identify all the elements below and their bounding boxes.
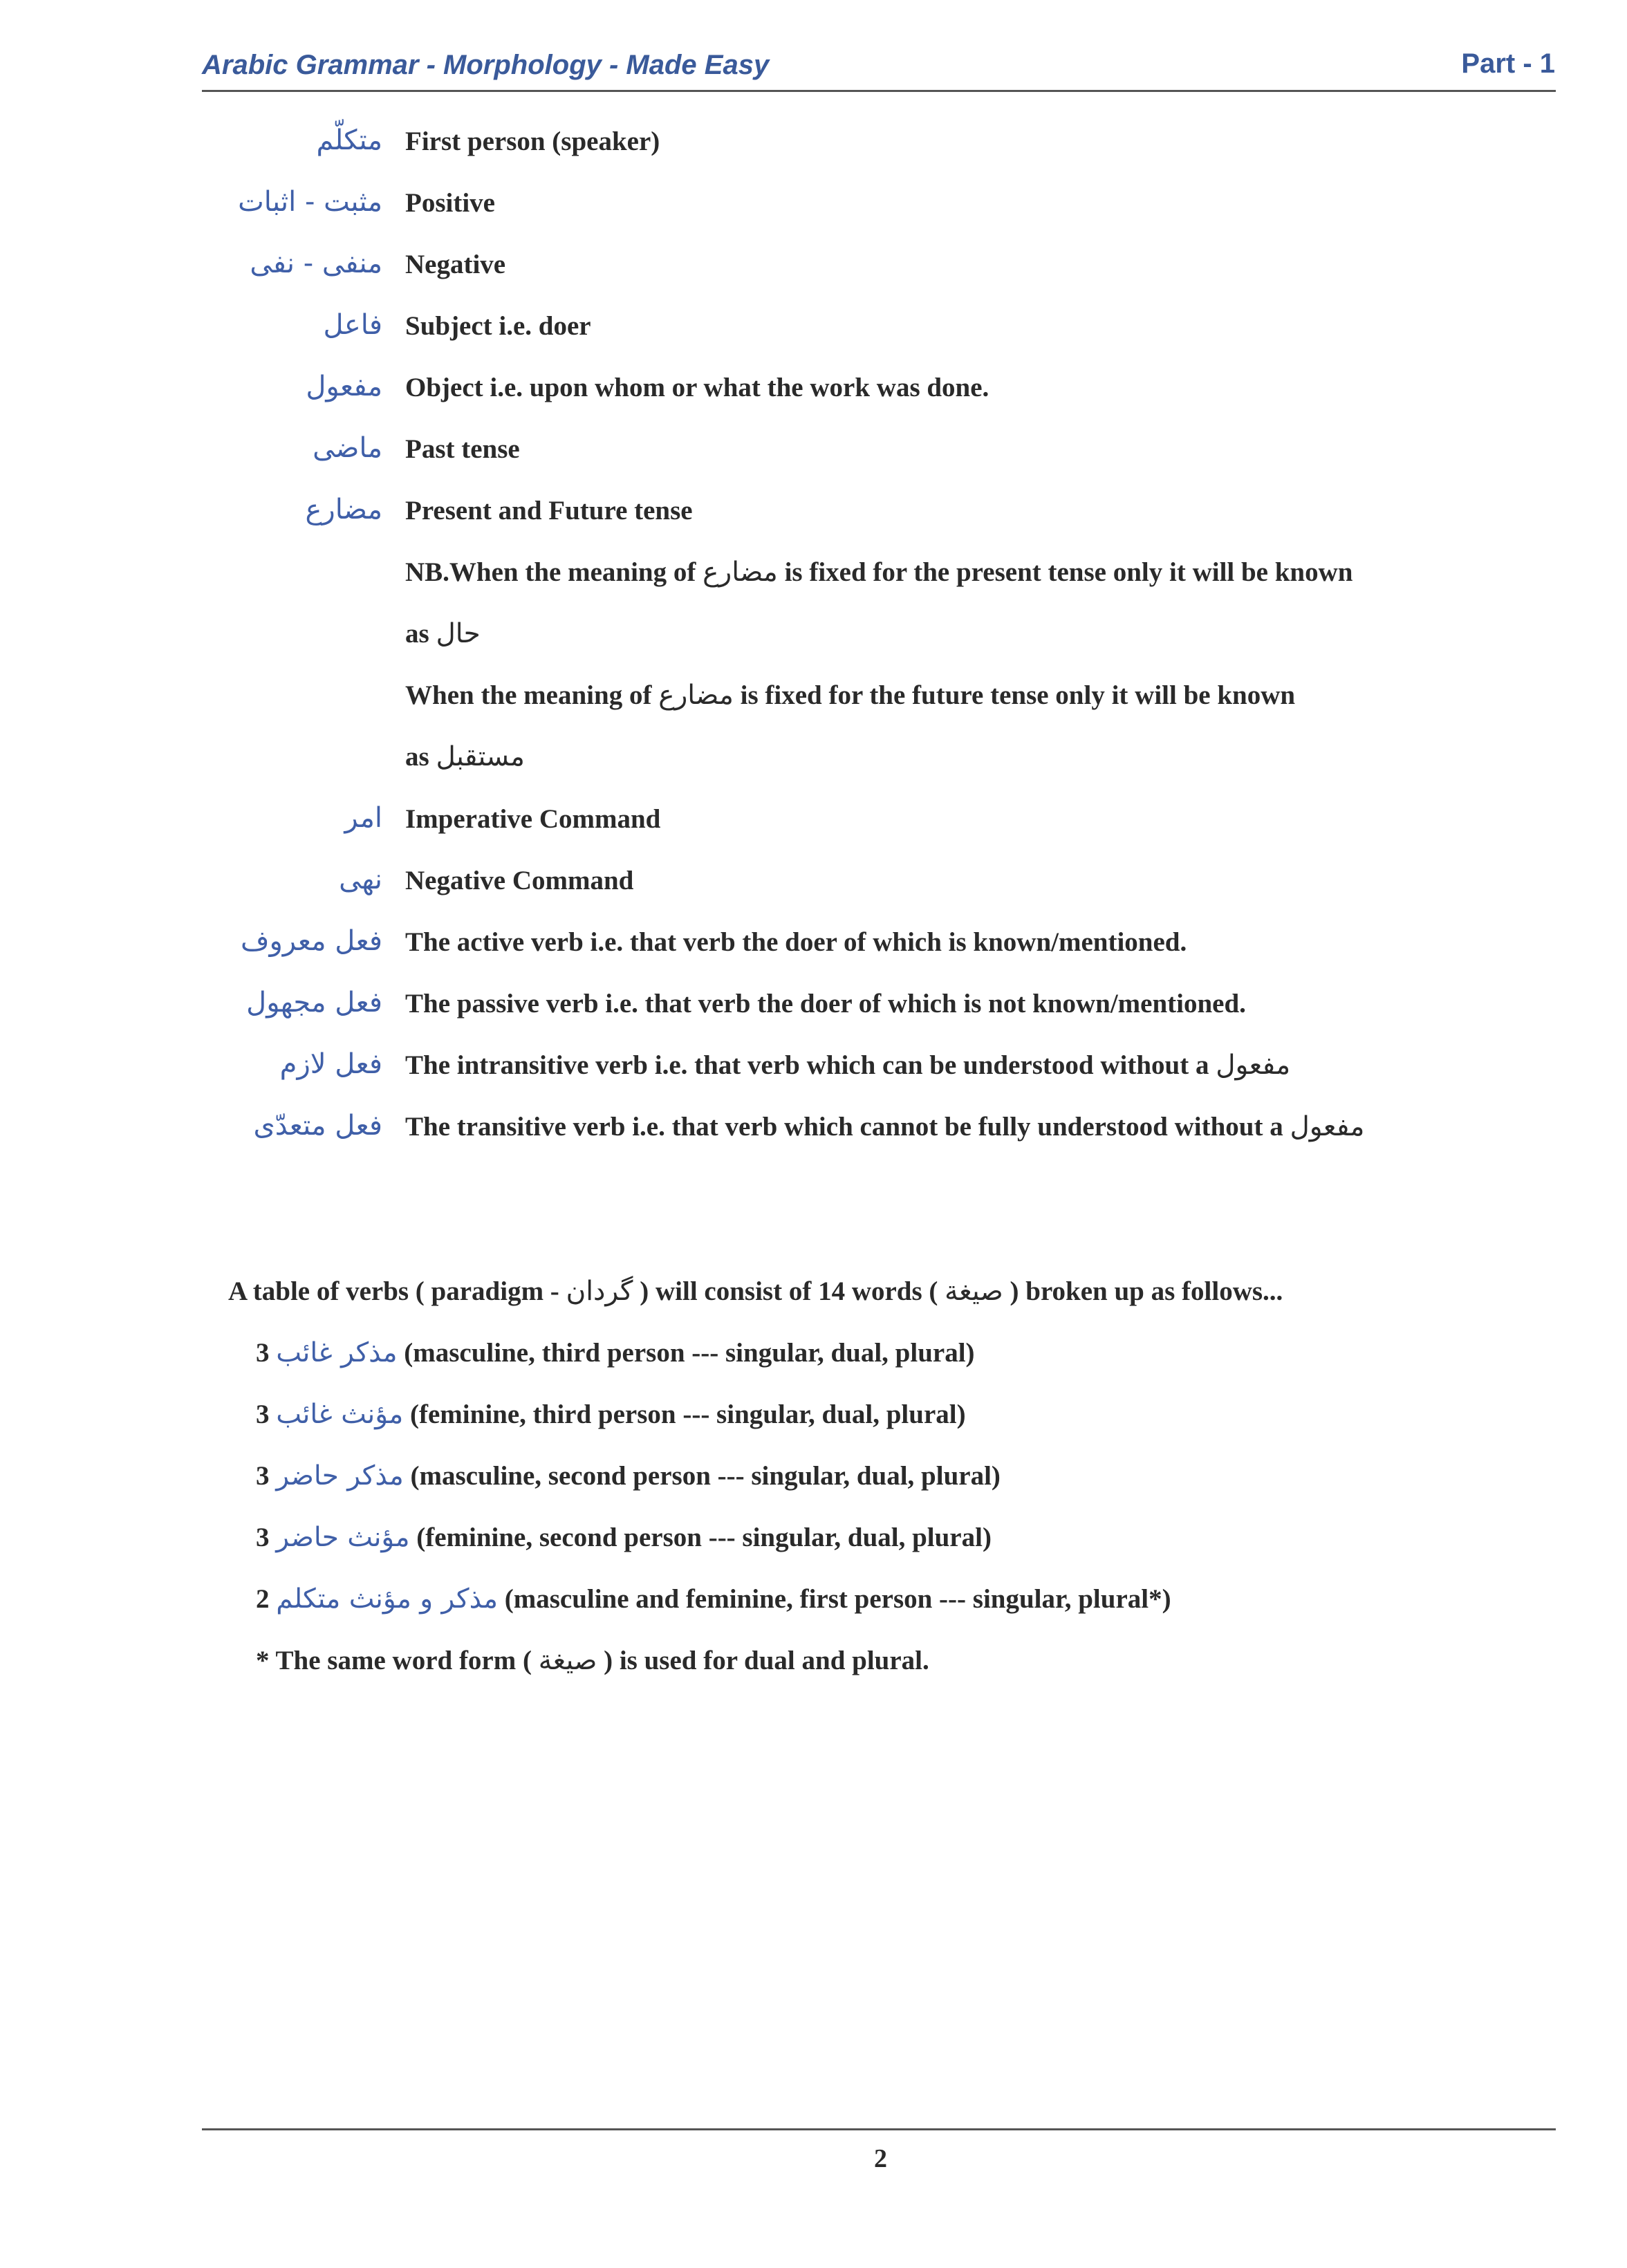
- definition-arabic-word: مفعول: [1216, 1050, 1291, 1081]
- glossary-row: [0, 1110, 1627, 1171]
- intro-text: ) broken up as follows...: [1010, 1276, 1283, 1306]
- item-description: (masculine, third person --- singular, dual, plural): [404, 1338, 975, 1368]
- glossary-term: فاعل: [323, 309, 382, 341]
- note-line: [405, 557, 1352, 588]
- intro-arabic-word: صیغة: [945, 1276, 1003, 1307]
- page-header-title: Arabic Grammar - Morphology - Made Easy: [202, 50, 770, 80]
- paradigm-intro: [228, 1276, 1283, 1307]
- glossary-row: [0, 1048, 1627, 1109]
- note-text: When the meaning of: [405, 680, 652, 710]
- footer-rule: [202, 2128, 1556, 2130]
- glossary-row: [0, 186, 1627, 247]
- paradigm-item: [256, 1399, 966, 1430]
- glossary-term: امر: [344, 802, 382, 834]
- glossary-term: مضارع: [305, 494, 382, 526]
- item-description: (masculine, second person --- singular, dual, plural): [410, 1461, 1001, 1491]
- paradigm-item: [256, 1460, 1001, 1491]
- paradigm-item: [256, 1337, 975, 1368]
- glossary-definition: Negative Command: [405, 866, 634, 895]
- footnote-text: * The same word form (: [256, 1646, 532, 1675]
- glossary-row: [0, 987, 1627, 1048]
- item-count: 3: [256, 1400, 270, 1429]
- glossary-term: فعل معروف: [241, 925, 382, 957]
- glossary-row: [0, 494, 1627, 555]
- note-text: is fixed for the future tense only it will be known: [740, 680, 1296, 710]
- definition-text: The transitive verb i.e. that verb which cannot be fully understood without a: [405, 1112, 1283, 1142]
- item-arabic-term: مذکر غائب: [276, 1337, 398, 1368]
- item-count: 3: [256, 1461, 270, 1491]
- item-count: 2: [256, 1584, 270, 1614]
- intro-arabic-word: گردان: [566, 1276, 633, 1307]
- glossary-definition: Imperative Command: [405, 804, 661, 834]
- note-arabic-word: مضارع: [703, 557, 778, 588]
- glossary-term: فعل مجهول: [246, 987, 382, 1019]
- glossary-definition: Subject i.e. doer: [405, 311, 591, 341]
- glossary-row: [0, 802, 1627, 863]
- item-arabic-term: مذکر و مؤنث متکلم: [276, 1583, 498, 1615]
- paradigm-item: [256, 1522, 992, 1553]
- intro-text: ) will consist of 14 words (: [640, 1276, 938, 1306]
- item-arabic-term: مؤنث غائب: [276, 1399, 404, 1430]
- item-description: (masculine and feminine, first person --- singular, plural*): [504, 1584, 1171, 1614]
- glossary-term: منفی - نفی: [250, 248, 382, 279]
- glossary-definition: Object i.e. upon whom or what the work was done.: [405, 373, 989, 402]
- item-arabic-term: مؤنث حاضر: [276, 1522, 410, 1553]
- paradigm-item: [256, 1583, 1171, 1615]
- glossary-definition: Past tense: [405, 434, 520, 464]
- note-text: as: [405, 619, 429, 649]
- glossary-row: [0, 124, 1627, 185]
- glossary-definition: The passive verb i.e. that verb the doer of which is not known/mentioned.: [405, 989, 1246, 1019]
- glossary-row: [0, 371, 1627, 431]
- item-count: 3: [256, 1523, 270, 1552]
- glossary-definition: [405, 1050, 1290, 1081]
- glossary-definition: The active verb i.e. that verb the doer of which is known/mentioned.: [405, 927, 1187, 957]
- glossary-term: فعل متعدّی: [253, 1110, 382, 1142]
- note-line: [405, 680, 1295, 711]
- note-text: NB.When the meaning of: [405, 557, 696, 587]
- note-arabic-word: مستقبل: [436, 741, 525, 772]
- glossary-row: [0, 309, 1627, 370]
- glossary-term: ماضی: [313, 432, 382, 464]
- definition-text: The intransitive verb i.e. that verb which can be understood without a: [405, 1050, 1209, 1080]
- glossary-row: [0, 432, 1627, 493]
- item-description: (feminine, second person --- singular, dual, plural): [416, 1523, 992, 1552]
- glossary-term: نهی: [339, 864, 382, 895]
- glossary-definition: Negative: [405, 250, 506, 279]
- glossary-definition: Positive: [405, 188, 495, 218]
- note-line: [405, 741, 525, 772]
- paradigm-footnote: [256, 1645, 929, 1676]
- header-rule: [202, 90, 1556, 92]
- note-arabic-word: مضارع: [658, 680, 734, 711]
- note-text: is fixed for the present tense only it will be known: [784, 557, 1353, 587]
- note-text: as: [405, 742, 429, 772]
- glossary-term: مفعول: [306, 371, 382, 402]
- item-count: 3: [256, 1338, 270, 1368]
- glossary-term: متكلّم: [316, 124, 382, 156]
- footnote-arabic-word: صیغة: [538, 1645, 597, 1676]
- intro-text: A table of verbs ( paradigm -: [228, 1276, 559, 1306]
- item-description: (feminine, third person --- singular, dual, plural): [410, 1400, 966, 1429]
- glossary-definition: Present and Future tense: [405, 496, 693, 526]
- glossary-definition: [405, 1111, 1364, 1142]
- glossary-row: [0, 248, 1627, 308]
- page-number: 2: [874, 2144, 887, 2173]
- definition-arabic-word: مفعول: [1290, 1111, 1365, 1142]
- note-line: [405, 618, 481, 649]
- glossary-row: [0, 925, 1627, 986]
- glossary-term: فعل لازم: [279, 1048, 382, 1080]
- note-arabic-word: حال: [436, 618, 481, 649]
- glossary-term: مثبت - اثبات: [238, 186, 382, 218]
- page-header-part: Part - 1: [1461, 48, 1555, 79]
- glossary-definition: First person (speaker): [405, 127, 660, 156]
- footnote-text: ) is used for dual and plural.: [604, 1646, 929, 1675]
- item-arabic-term: مذکر حاضر: [276, 1460, 404, 1491]
- glossary-row: [0, 864, 1627, 924]
